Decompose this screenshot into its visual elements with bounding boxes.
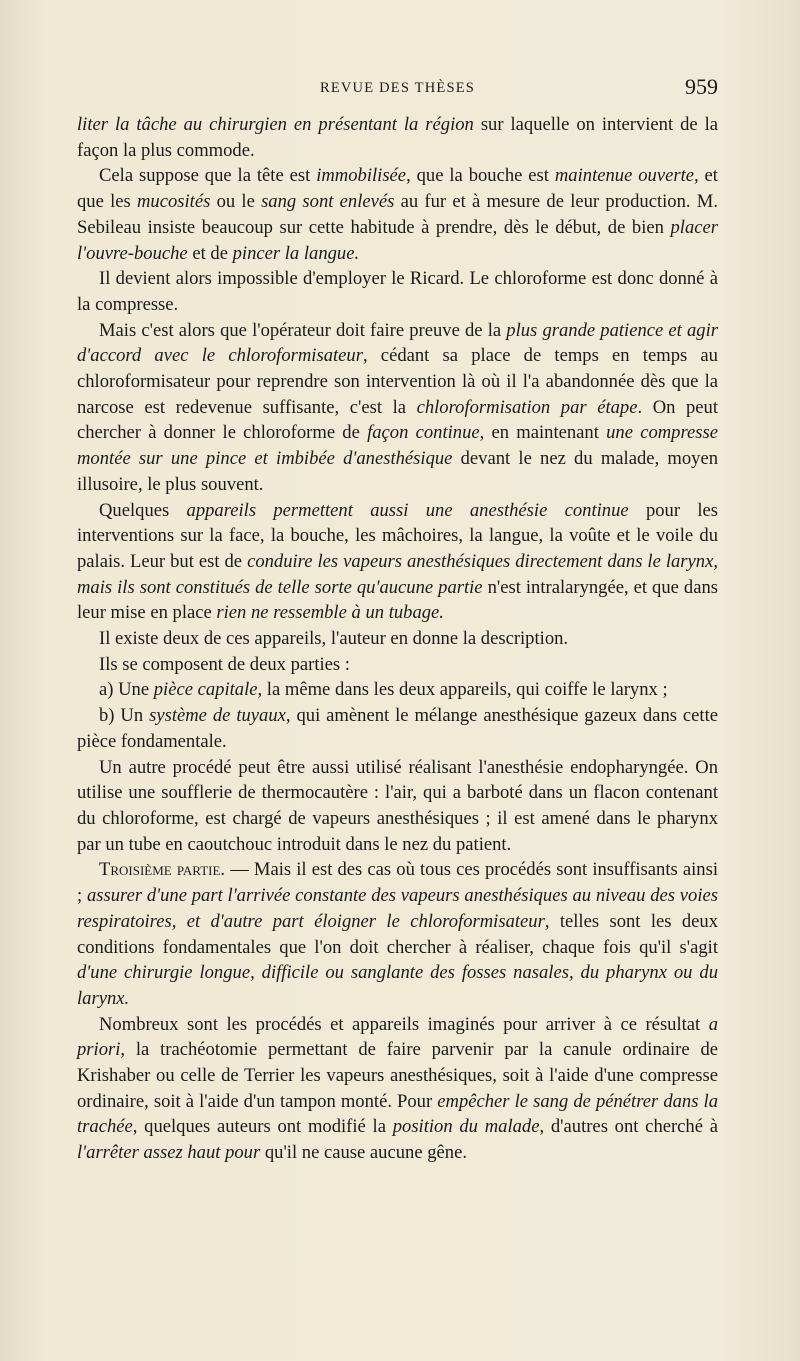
italic-text: pincer la langue. [232, 242, 360, 264]
italic-text: sang sont enlevés [261, 191, 395, 213]
italic-text: façon continue [367, 422, 480, 444]
text-run: Mais c'est alors que l'opérateur doit faire preuve de la [99, 319, 507, 341]
italic-text: l'arrêter assez haut pour [77, 1142, 261, 1164]
text-run: Il devient alors impossible d'employer le Ricard. Le chloroforme est donc donné à la compresse. [77, 268, 718, 315]
text-run: et de [187, 242, 233, 264]
text-run: Cela suppose que la tête est [99, 165, 317, 187]
paragraph [77, 498, 718, 627]
italic-text: pièce capitale [153, 679, 258, 701]
italic-text: assurer d'une part l'arrivée constante des vapeurs anesthésiques au niveau des voies respiratoires, et d'autre part éloigner le chloroformisateur [77, 885, 718, 932]
paragraph [77, 626, 718, 652]
paragraph [77, 318, 718, 498]
italic-text: appareils permettent aussi une anesthésie continue [186, 499, 629, 521]
text-run: — Mais il est des cas où tous ces procédés sont insuffisants ainsi ; [77, 859, 718, 907]
text-run: qu'il ne cause aucune gêne. [260, 1142, 467, 1164]
text-run: , cédant sa place de temps en temps au chloroformisateur pour reprendre son intervention là où il l'a abandonnée dès que la narcose est redevenue suffisante, c'est la [77, 345, 718, 418]
paragraph [77, 677, 718, 703]
text-run: et que les [77, 165, 718, 213]
text-run: , telles sont les deux conditions fondamentales que l'on doit chercher à réaliser, chaque fois qu'il s'agit [77, 910, 718, 958]
text-run: , que la bouche est [406, 165, 555, 187]
text-run: , d'autres ont cherché à [539, 1116, 718, 1138]
text-run: ou le [210, 191, 262, 213]
paragraph [77, 163, 718, 266]
italic-text: mucosités [136, 191, 211, 213]
paragraph [77, 652, 718, 678]
paragraph [77, 1012, 718, 1166]
italic-text: système de tuyaux [149, 705, 286, 727]
text-run: sur laquelle on intervient de la façon la plus commode. [77, 114, 719, 161]
paragraph [77, 112, 718, 163]
italic-text: a priori [77, 1013, 718, 1061]
italic-text: immobilisée [316, 165, 407, 187]
paragraph [77, 857, 718, 1011]
text-run: n'est intralaryngée, et que dans leur mise en place [77, 576, 718, 624]
text-run: Ils se composent de deux parties : [99, 653, 350, 675]
italic-text: plus grande patience et agir d'accord avec le chloroformisateur [77, 319, 719, 367]
italic-text: placer l'ouvre-bouche [77, 216, 718, 264]
paragraph [77, 755, 718, 858]
text-run: pour les interventions sur la face, la bouche, les mâchoires, la langue, la voûte et le voile du palais. Leur but est de [77, 499, 718, 572]
paragraph [77, 703, 718, 754]
text-run: , quelques auteurs ont modifié la [132, 1116, 393, 1138]
text-run: , en maintenant [479, 422, 607, 444]
section-heading: Troisième partie. [99, 859, 226, 881]
text-run: devant le nez du malade, moyen illusoire, le plus souvent. [77, 448, 718, 495]
text-run: . On peut chercher à donner le chloroforme de [77, 396, 719, 444]
italic-text: liter la tâche au chirurgien en présentant la région [77, 114, 474, 135]
italic-text: position du malade [392, 1116, 540, 1138]
text-run: au fur et à mesure de leur production. M. Sebileau insiste beaucoup sur cette habitude à prendre, dès le début, de bien [77, 191, 718, 238]
running-header [77, 74, 718, 104]
text-run: , qui amènent le mélange anesthésique gazeux dans cette pièce fondamentale. [77, 705, 718, 752]
italic-text: une compresse montée sur une pince et imbibée d'anesthésique [77, 422, 718, 470]
text-run: Un autre procédé peut être aussi utilisé réalisant l'anesthésie endopharyngée. On utilise une soufflerie de thermocautère : l'air, qui a barboté dans un flacon contenant du chloroforme, est chargé de vapeurs anesthésiques ; il est amené dans le pharynx par un tube en caoutchouc introduit dans le nez du patient. [77, 756, 718, 855]
italic-text: chloroformisation par étape [416, 396, 638, 418]
page-number: 959 [685, 74, 718, 99]
paragraph [77, 266, 718, 317]
text-run: Il existe deux de ces appareils, l'auteur en donne la description. [99, 628, 569, 650]
text-run: b) Un [99, 705, 150, 727]
text-run: Quelques [99, 499, 187, 521]
text-run: a) Une [99, 679, 154, 701]
italic-text: conduire les vapeurs anesthésiques directement dans le larynx, mais ils sont constitués de telle sorte qu'aucune partie [77, 550, 718, 598]
italic-text: rien ne ressemble à un tubage. [216, 602, 444, 624]
article-body [77, 112, 718, 1166]
italic-text: maintenue ouverte, [554, 165, 699, 187]
text-run: , la même dans les deux appareils, qui coiffe le larynx ; [257, 679, 668, 701]
running-title: REVUE DES THÈSES [319, 80, 476, 96]
italic-text: d'une chirurgie longue, difficile ou sanglante des fosses nasales, du pharynx ou du larynx. [77, 962, 718, 1009]
text-run: Nombreux sont les procédés et appareils imaginés pour arriver à ce résultat [99, 1013, 709, 1035]
text-run: , la trachéotomie permettant de faire parvenir par la canule ordinaire de Krishaber ou celle de Terrier les vapeurs anesthésiques, soit à l'aide d'une compresse ordinaire, soit à l'aide d'un tampon monté. Pour [77, 1039, 718, 1112]
italic-text: empêcher le sang de pénétrer dans la trachée [77, 1090, 718, 1138]
